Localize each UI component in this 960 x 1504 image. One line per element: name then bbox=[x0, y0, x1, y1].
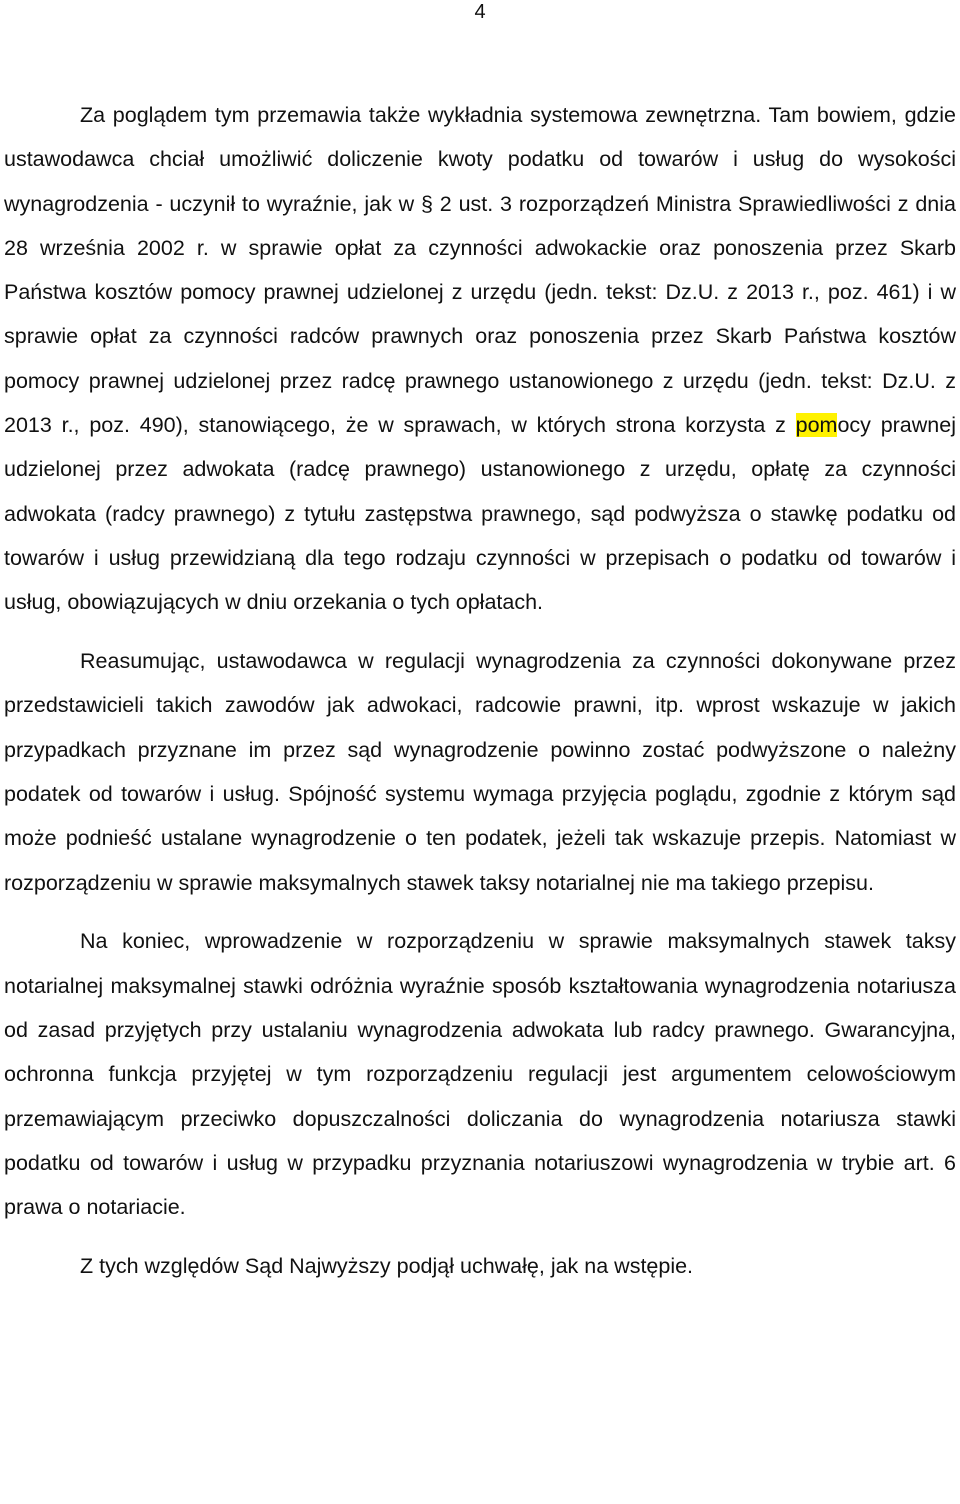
paragraph-systemic-interpretation bbox=[4, 93, 956, 625]
document-body bbox=[4, 93, 956, 1288]
paragraph-summary: Reasumując, ustawodawca w regulacji wynagrodzenia za czynności dokonywane przez przedstawicieli takich zawodów jak adwokaci, radcowie prawni, itp. wprost wskazuje w jakich przypadkach przyznane im przez sąd wynagrodzenie powinno zostać podwyższone o należny podatek od towarów i usług. Spójność systemu wymaga przyjęcia poglądu, zgodnie z którym sąd może podnieść ustalane wynagrodzenie o ten podatek, jeżeli tak wskazuje przepis. Natomiast w rozporządzeniu w sprawie maksymalnych stawek taksy notarialnej nie ma takiego przepisu. bbox=[4, 649, 956, 895]
page-number: 4 bbox=[474, 1, 486, 23]
paragraph-text: Za poglądem tym przemawia także wykładnia systemowa zewnętrzna. Tam bowiem, gdzie ustawodawca chciał umożliwić doliczenie kwoty podatku od towarów i usług do wysokości wynagrodzenia - uczynił to wyraźnie, jak w § 2 ust. 3 rozporządzeń Ministra Sprawiedliwości z dnia 28 września 2002 r. w sprawie opłat za czynności adwokackie oraz ponoszenia przez Skarb Państwa kosztów pomocy prawnej udzielonej z urzędu (jedn. tekst: Dz.U. z 2013 r., poz. 461) i w sprawie opłat za czynności radców prawnych oraz ponoszenia przez Skarb Państwa kosztów pomocy prawnej udzielonej przez radcę prawnego ustanowionego z urzędu (jedn. tekst: Dz.U. z 2013 r., poz. 490), stanowiącego, że w sprawach, w których strona korzysta z bbox=[4, 103, 956, 438]
paragraph-conclusion: Na koniec, wprowadzenie w rozporządzeniu w sprawie maksymalnych stawek taksy notarialnej maksymalnej stawki odróżnia wyraźnie sposób kształtowania wynagrodzenia notariusza od zasad przyjętych przy ustalaniu wynagrodzenia adwokata lub radcy prawnego. Gwarancyjna, ochronna funkcja przyjętej w tym rozporządzeniu regulacji jest argumentem celowościowym przemawiającym przeciwko dopuszczalności doliczania do wynagrodzenia notariusza stawki podatku od towarów i usług w przypadku przyznania notariuszowi wynagrodzenia w trybie art. 6 prawa o notariacie. bbox=[4, 929, 956, 1220]
paragraph-resolution: Z tych względów Sąd Najwyższy podjął uchwałę, jak na wstępie. bbox=[80, 1253, 694, 1278]
highlighted-text: pom bbox=[795, 413, 838, 438]
paragraph-text-continued: ocy prawnej udzielonej przez adwokata (radcę prawnego) ustanowionego z urzędu, opłatę za czynności adwokata (radcy prawnego) z tytułu zastępstwa prawnego, sąd podwyższa o stawkę podatku od towarów i usług przewidzianą dla tego rodzaju czynności w przepisach o podatku od towarów i usług, obowiązujących w dniu orzekania o tych opłatach. bbox=[4, 413, 956, 615]
